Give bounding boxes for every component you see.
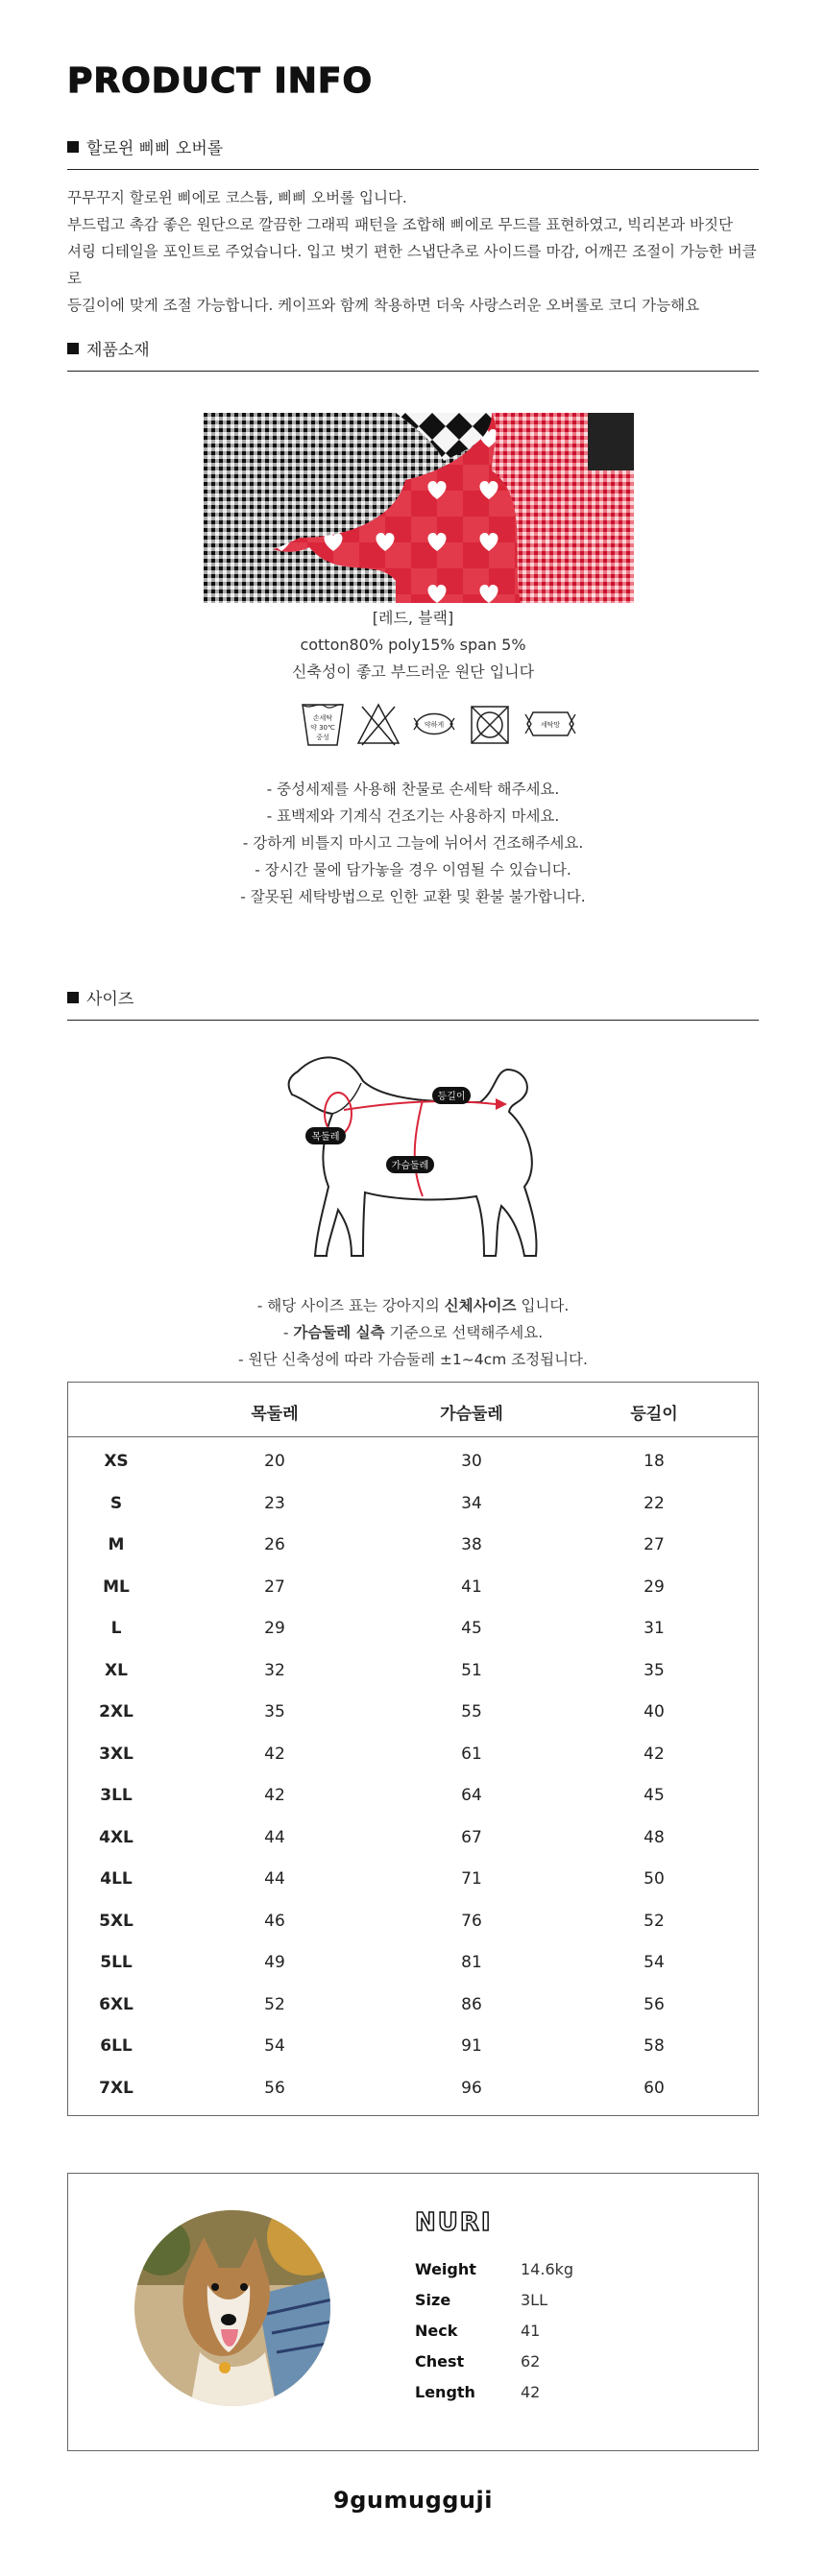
table-row [68, 1649, 758, 1691]
diagram-label-back: 등길이 [437, 1092, 466, 1102]
size-value: 46 [264, 1911, 285, 1931]
model-spec-row [415, 2352, 540, 2371]
description-line: 등길이에 맞게 조절 가능합니다. 케이프와 함께 착용하면 더욱 사랑스러운 오버롤로 코디 가능해요 [67, 297, 700, 314]
size-value: 96 [461, 2078, 482, 2098]
size-value: 50 [644, 1869, 665, 1889]
description-line: 꾸무꾸지 할로윈 삐에로 코스튬, 삐삐 오버롤 입니다. [67, 189, 407, 206]
handwash-detergent: 중성 [316, 734, 329, 741]
spec-value: 62 [521, 2352, 541, 2371]
model-dog-photo [133, 2208, 332, 2408]
size-value: 52 [264, 1994, 285, 2014]
model-spec-row [415, 2383, 540, 2401]
size-value: 42 [264, 1786, 285, 1805]
size-value: 54 [644, 1953, 665, 1972]
description-line: 부드럽고 촉감 좋은 원단으로 깔끔한 그래픽 패턴을 조합해 삐에로 무드를 표현하였고, 빅리본과 바짓단 [67, 216, 733, 233]
care-note: - 강하게 비틀지 마시고 그늘에 뉘어서 건조해주세요. [242, 834, 584, 852]
square-bullet-icon [67, 141, 79, 153]
note-emphasis: 신체사이즈 [444, 1297, 517, 1314]
size-value: 23 [264, 1493, 285, 1513]
size-value: 29 [264, 1619, 285, 1638]
net-text: 세탁망 [540, 721, 561, 729]
size-value: 54 [264, 2036, 285, 2056]
section-heading-text: 제품소재 [86, 341, 150, 360]
size-label: ML [103, 1577, 130, 1597]
section-heading-product [67, 134, 223, 158]
size-value: 71 [461, 1869, 482, 1889]
section-heading-size [67, 985, 134, 1009]
size-value: 40 [644, 1702, 665, 1721]
size-label: 6XL [99, 1994, 134, 2014]
table-row [68, 1733, 758, 1774]
size-label: 5XL [99, 1911, 134, 1931]
fabric-photo [204, 413, 634, 603]
size-value: 42 [644, 1744, 665, 1764]
laundry-net-icon [523, 699, 577, 749]
model-spec-row [415, 2291, 547, 2309]
size-label: 4XL [99, 1827, 134, 1847]
size-value: 51 [461, 1660, 482, 1680]
handwash-text: 손세탁 [312, 714, 333, 722]
handwash-icon [301, 699, 345, 749]
product-description [67, 184, 768, 319]
divider [67, 371, 759, 372]
care-icons [301, 699, 577, 749]
note-emphasis: 가슴둘레 실측 [293, 1324, 385, 1341]
table-header [68, 1383, 758, 1437]
diagram-label-neck: 목둘레 [311, 1132, 340, 1143]
square-bullet-icon [67, 992, 79, 1003]
size-value: 48 [644, 1827, 665, 1847]
size-note-2 [0, 1319, 826, 1346]
page-title: PRODUCT INFO [67, 61, 374, 101]
handwash-temp: 약 30℃ [310, 724, 335, 732]
size-label: S [109, 1493, 123, 1513]
size-value: 76 [461, 1911, 482, 1931]
size-value: 81 [461, 1953, 482, 1972]
size-value: 26 [264, 1535, 285, 1554]
spec-label: Chest [415, 2352, 465, 2371]
table-row [68, 1817, 758, 1858]
table-row [68, 1941, 758, 1983]
size-value: 27 [644, 1535, 665, 1554]
brand-logo: 9gumugguji [333, 2487, 493, 2514]
size-note-1 [0, 1292, 826, 1319]
size-value: 61 [461, 1744, 482, 1764]
note-text: 기준으로 선택해주세요. [384, 1324, 544, 1341]
size-label: 3XL [99, 1744, 134, 1764]
size-value: 49 [264, 1953, 285, 1972]
size-label: 6LL [100, 2036, 133, 2056]
wring-text: 약하게 [424, 721, 445, 729]
table-row [68, 1984, 758, 2025]
square-bullet-icon [67, 343, 79, 354]
size-value: 67 [461, 1827, 482, 1847]
table-row [68, 1607, 758, 1649]
size-value: 56 [264, 2078, 285, 2098]
size-label: L [110, 1619, 122, 1638]
size-label: XS [104, 1452, 129, 1471]
size-label: 2XL [99, 1702, 134, 1721]
care-notes [0, 776, 826, 910]
fabric-colors: [레드, 블랙] [372, 609, 454, 627]
size-value: 34 [461, 1493, 482, 1513]
size-value: 60 [644, 2078, 665, 2098]
care-note: - 표백제와 기계식 건조기는 사용하지 마세요. [266, 807, 560, 825]
table-row [68, 1691, 758, 1732]
divider [67, 169, 759, 170]
size-value: 35 [644, 1660, 665, 1680]
header-chest: 가슴둘레 [440, 1405, 503, 1424]
size-label: 4LL [100, 1869, 133, 1889]
header-neck: 목둘레 [251, 1405, 299, 1424]
model-spec-row [415, 2322, 540, 2340]
size-value: 32 [264, 1660, 285, 1680]
divider [67, 1020, 759, 1021]
size-value: 27 [264, 1577, 285, 1597]
size-value: 31 [644, 1619, 665, 1638]
care-note: - 중성세제를 사용해 찬물로 손세탁 해주세요. [266, 781, 560, 798]
size-table [67, 1382, 759, 2116]
size-value: 41 [461, 1577, 482, 1597]
fabric-composition: cotton80% poly15% span 5% [300, 636, 526, 654]
description-line: 셔링 디테일을 포인트로 주었습니다. 입고 벗기 편한 스냅단추로 사이드를 마감, 어깨끈 조절이 가능한 버클로 [67, 243, 757, 287]
table-row [68, 1774, 758, 1816]
section-heading-material [67, 336, 150, 360]
size-label: 3LL [100, 1786, 133, 1805]
size-label: XL [105, 1660, 128, 1680]
size-value: 45 [461, 1619, 482, 1638]
dog-measure-diagram [279, 1043, 547, 1283]
table-row [68, 1482, 758, 1524]
table-row [68, 2067, 758, 2108]
size-value: 64 [461, 1786, 482, 1805]
spec-label: Size [415, 2291, 451, 2309]
note-text: - 해당 사이즈 표는 강아지의 [256, 1297, 445, 1314]
size-value: 44 [264, 1869, 285, 1889]
gentle-wring-icon [412, 699, 456, 749]
size-value: 55 [461, 1702, 482, 1721]
fabric-stretch: 신축성이 좋고 부드러운 원단 입니다 [291, 662, 535, 681]
no-tumble-dry-icon [468, 699, 512, 749]
table-row [68, 1566, 758, 1607]
spec-label: Weight [415, 2260, 476, 2278]
section-heading-text: 사이즈 [86, 990, 134, 1009]
size-label: 7XL [99, 2078, 134, 2098]
spec-value: 42 [521, 2383, 541, 2401]
size-value: 91 [461, 2036, 482, 2056]
spec-value: 41 [521, 2322, 541, 2340]
model-spec-row [415, 2260, 573, 2278]
size-value: 58 [644, 2036, 665, 2056]
size-value: 35 [264, 1702, 285, 1721]
size-value: 38 [461, 1535, 482, 1554]
size-label: M [108, 1535, 125, 1554]
table-row [68, 1858, 758, 1899]
model-name: NURI [415, 2208, 493, 2237]
header-back: 등길이 [630, 1405, 678, 1424]
size-value: 44 [264, 1827, 285, 1847]
size-value: 29 [644, 1577, 665, 1597]
size-value: 30 [461, 1452, 482, 1471]
size-label: 5LL [100, 1953, 133, 1972]
spec-label: Length [415, 2383, 475, 2401]
section-heading-text: 할로윈 삐삐 오버롤 [86, 139, 224, 158]
table-row [68, 1900, 758, 1941]
size-note-3: - 원단 신축성에 따라 가슴둘레 ±1~4cm 조정됩니다. [238, 1351, 588, 1368]
size-value: 18 [644, 1452, 665, 1471]
care-note: - 잘못된 세탁방법으로 인한 교환 및 환불 불가합니다. [240, 888, 586, 905]
table-row [68, 2025, 758, 2066]
size-value: 42 [264, 1744, 285, 1764]
size-value: 86 [461, 1994, 482, 2014]
size-notes [0, 1292, 826, 1373]
size-value: 22 [644, 1493, 665, 1513]
spec-label: Neck [415, 2322, 458, 2340]
size-value: 45 [644, 1786, 665, 1805]
diagram-label-chest: 가슴둘레 [391, 1161, 429, 1171]
no-bleach-icon [356, 699, 401, 749]
table-row [68, 1440, 758, 1481]
size-value: 56 [644, 1994, 665, 2014]
spec-value: 14.6kg [521, 2260, 574, 2278]
table-row [68, 1524, 758, 1565]
note-text: 입니다. [516, 1297, 570, 1314]
size-value: 20 [264, 1452, 285, 1471]
care-note: - 장시간 물에 담가놓을 경우 이염될 수 있습니다. [255, 861, 571, 879]
note-text: - [282, 1324, 294, 1341]
size-value: 52 [644, 1911, 665, 1931]
spec-value: 3LL [521, 2291, 548, 2309]
